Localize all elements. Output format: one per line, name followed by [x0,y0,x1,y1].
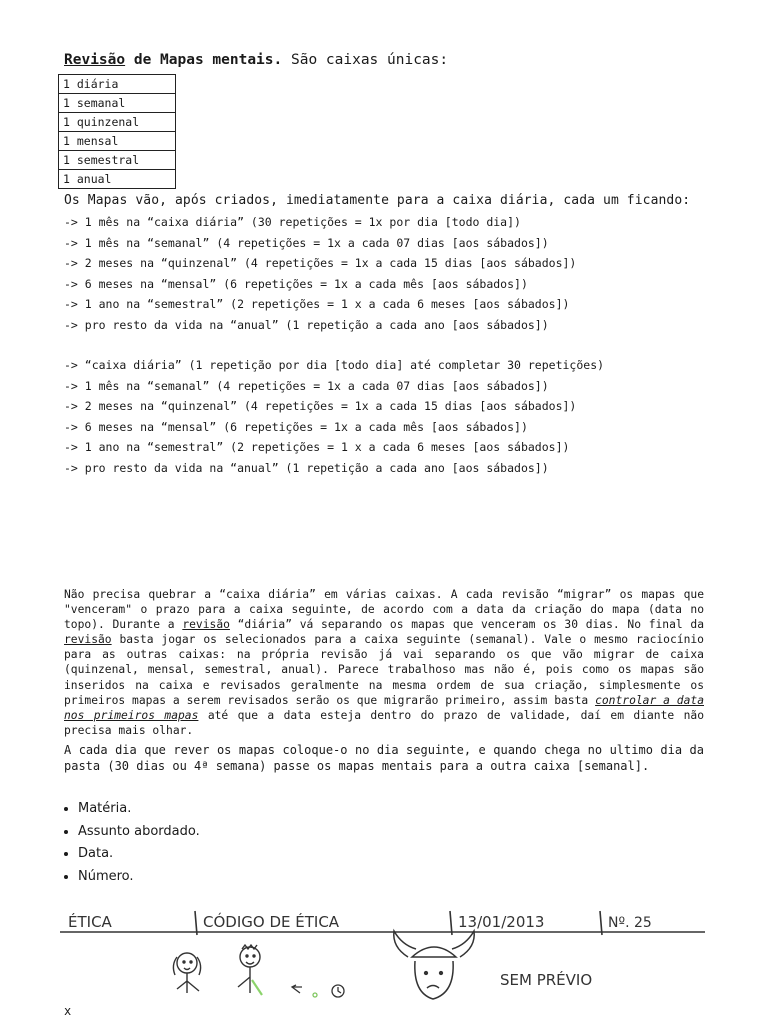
doodle-boy-icon [238,945,262,995]
emphasis-text: controlar a data nos primeiros mapas [64,693,704,722]
mind-map-header-sketch [60,905,710,1005]
schedule-line: -> 6 meses na “mensal” (6 repetições = 1x a cada mês [aos sábados]) [64,419,528,434]
paragraph-text: Não precisa quebrar a “caixa diária” em várias caixas. A cada revisão “migrar” os mapas que "venceram" o prazo para a caixa seguinte, de acordo com a data da criação do mapa (data no topo). Durante a [64,588,704,632]
schedule-list-2 [64,355,604,478]
sketch-topic: CÓDIGO DE ÉTICA [203,913,340,931]
box-row [59,94,176,113]
box-row [59,75,176,94]
doodle-viking-icon [394,931,474,999]
map-fields-list [58,798,200,888]
box-label: 1 quinzenal [59,113,176,132]
schedule-line: -> 1 mês na “semanal” (4 repetições = 1x a cada 07 dias [aos sábados]) [64,235,549,250]
bullet-item: • Matéria. [78,798,200,821]
schedule-line: -> 1 ano na “semestral” (2 repetições = 1 x a cada 6 meses [aos sábados]) [64,440,570,454]
box-label: 1 anual [59,170,176,189]
paragraph-text: “diária” vá separando os mapas que venceram os 30 dias. No final da [229,618,705,632]
doodle-arrow-clock-icon [292,985,344,997]
paragraph-text: até que a data esteja dentro do prazo de validade, daí em diante não precisa mais olhar. [64,708,704,737]
sketch-note: SEM PRÉVIO [500,971,593,989]
doodle-girl-icon [173,953,200,993]
sketch-number: Nº. 25 [608,915,652,931]
underlined-revisao: revisão [64,633,112,647]
schedule-line: -> 1 ano na “semestral” (2 repetições = 1 x a cada 6 meses [aos sábados]) [64,297,570,311]
schedule-line: -> “caixa diária” (1 repetição por dia [todo dia] até completar 30 repetições) [64,358,605,372]
schedule-line: -> pro resto da vida na “anual” (1 repetição a cada ano [aos sábados]) [64,460,549,475]
schedule-line: -> 1 mês na “caixa diária” (30 repetições = 1x por dia [todo dia]) [64,215,521,229]
box-row [59,132,176,151]
bullet-item: • Data. [78,843,200,866]
box-label: 1 diária [59,75,176,94]
page-heading [64,52,448,68]
box-label: 1 mensal [59,132,176,151]
schedule-line: -> pro resto da vida na “anual” (1 repetição a cada ano [aos sábados]) [64,317,549,332]
heading-suffix: São caixas únicas: [282,52,449,68]
sketch-subject: ÉTICA [68,913,112,931]
schedule-line: -> 2 meses na “quinzenal” (4 repetições = 1x a cada 15 dias [aos sábados]) [64,399,577,413]
footer-mark: x [64,1004,72,1018]
explanation-paragraph [64,587,704,738]
schedule-list-1 [64,212,576,335]
underlined-revisao: revisão [182,618,230,632]
sketch-date: 13/01/2013 [458,913,545,931]
paragraph-text: basta jogar os selecionados para a caixa seguinte (semanal). Vale o mesmo raciocínio para as outras caixas: na própria revisão já vai separando os que vão migrar de caixa (quinzenal, mensal, semestral, anual). Parece trabalhoso mas não é, pois como os mapas são inseridos na caixa e revisados geralmente na mesma ordem de sua criação, simplesmente os primeiros mapas a serem revisados serão os que migrarão primeiro, assim basta [64,633,704,707]
intro-text: Os Mapas vão, após criados, imediatamente para a caixa diária, cada um ficando: [64,193,691,208]
box-label: 1 semanal [59,94,176,113]
box-row [59,151,176,170]
bullet-item: • Assunto abordado. [78,821,200,844]
boxes-table [58,74,176,189]
box-label: 1 semestral [59,151,176,170]
heading-bold-text: de Mapas mentais. [125,52,283,68]
bullet-item: • Número. [78,866,200,889]
schedule-line: -> 1 mês na “semanal” (4 repetições = 1x a cada 07 dias [aos sábados]) [64,378,549,393]
schedule-line: -> 6 meses na “mensal” (6 repetições = 1x a cada mês [aos sábados]) [64,276,528,291]
schedule-line: -> 2 meses na “quinzenal” (4 repetições = 1x a cada 15 dias [aos sábados]) [64,256,577,270]
box-row [59,170,176,189]
daily-instruction-paragraph: A cada dia que rever os mapas coloque-o no dia seguinte, e quando chega no ultimo dia da pasta (30 dias ou 4ª semana) passe os mapas mentais para a outra caixa [semanal]. [64,743,704,773]
box-row [59,113,176,132]
heading-keyword: Revisão [64,52,126,68]
